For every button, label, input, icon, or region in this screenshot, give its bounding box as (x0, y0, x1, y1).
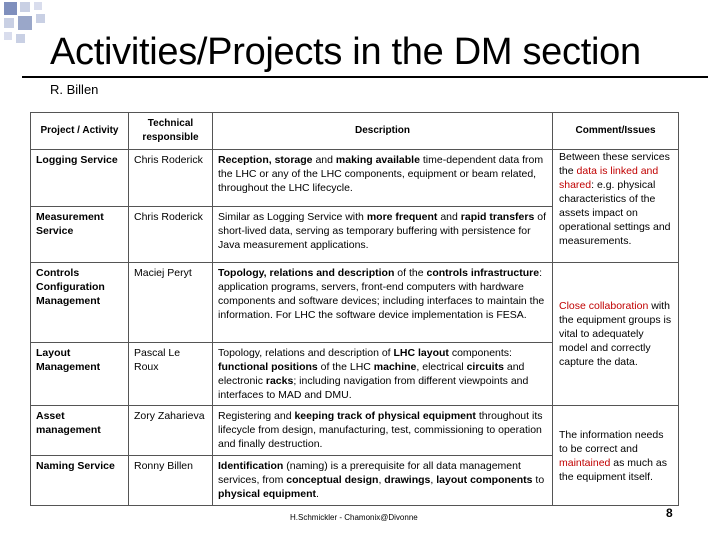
row-responsible: Maciej Peryt (129, 263, 213, 343)
header-activity: Project / Activity (31, 113, 129, 150)
header-description: Description (213, 113, 553, 150)
row-description: Similar as Logging Service with more frequent and rapid transfers of short-lived data, serving as temporary buffering with persistence for Java measurement applications. (213, 206, 553, 263)
row-activity: Logging Service (31, 150, 129, 207)
activities-table (30, 112, 679, 506)
title-underline (22, 76, 708, 78)
row-activity: Measurement Service (31, 206, 129, 263)
row-activity: Asset management (31, 406, 129, 456)
row-description: Topology, relations and description of the controls infrastructure: application programs, servers, front-end computers with hardware components and software devices; including interfaces to maintain the information. For LHC the software device implementation is FESA. (213, 263, 553, 343)
slide-footer: H.Schmickler - Chamonix@Divonne (290, 513, 418, 522)
comment-cell-1: Between these services the data is linked and shared: e.g. physical characteristics of the assets impact on operational settings and measurements. (553, 150, 679, 263)
row-description: Topology, relations and description of LHC layout components: functional positions of the LHC machine, electrical circuits and electronic racks; including navigation from different viewpoints and interfaces to MAD and DMU. (213, 343, 553, 406)
header-responsible: Technical responsible (129, 113, 213, 150)
row-responsible: Zory Zaharieva (129, 406, 213, 456)
table-row (31, 406, 679, 456)
row-description: Registering and keeping track of physical equipment throughout its lifecycle from design, manufacturing, test, commissioning to operation and finally destruction. (213, 406, 553, 456)
comment-cell-3: The information needs to be correct and maintained as much as the equipment itself. (553, 406, 679, 506)
table-row (31, 150, 679, 207)
slide-title: Activities/Projects in the DM section (50, 31, 641, 73)
row-responsible: Chris Roderick (129, 206, 213, 263)
row-description: Reception, storage and making available time-dependent data from the LHC or any of the LHC components, equipment or beam related, throughout the LHC lifecycle. (213, 150, 553, 207)
header-comment: Comment/Issues (553, 113, 679, 150)
slide-author: R. Billen (50, 82, 99, 97)
row-activity: Layout Management (31, 343, 129, 406)
row-activity: Naming Service (31, 456, 129, 506)
row-responsible: Ronny Billen (129, 456, 213, 506)
table-row (31, 263, 679, 343)
comment-cell-2: Close collaboration with the equipment groups is vital to adequately model and correctly capture the data. (553, 263, 679, 406)
row-responsible: Chris Roderick (129, 150, 213, 207)
row-responsible: Pascal Le Roux (129, 343, 213, 406)
page-number: 8 (666, 506, 673, 520)
row-activity: Controls Configuration Management (31, 263, 129, 343)
row-description: Identification (naming) is a prerequisite for all data management services, from conceptual design, drawings, layout components to physical equipment. (213, 456, 553, 506)
